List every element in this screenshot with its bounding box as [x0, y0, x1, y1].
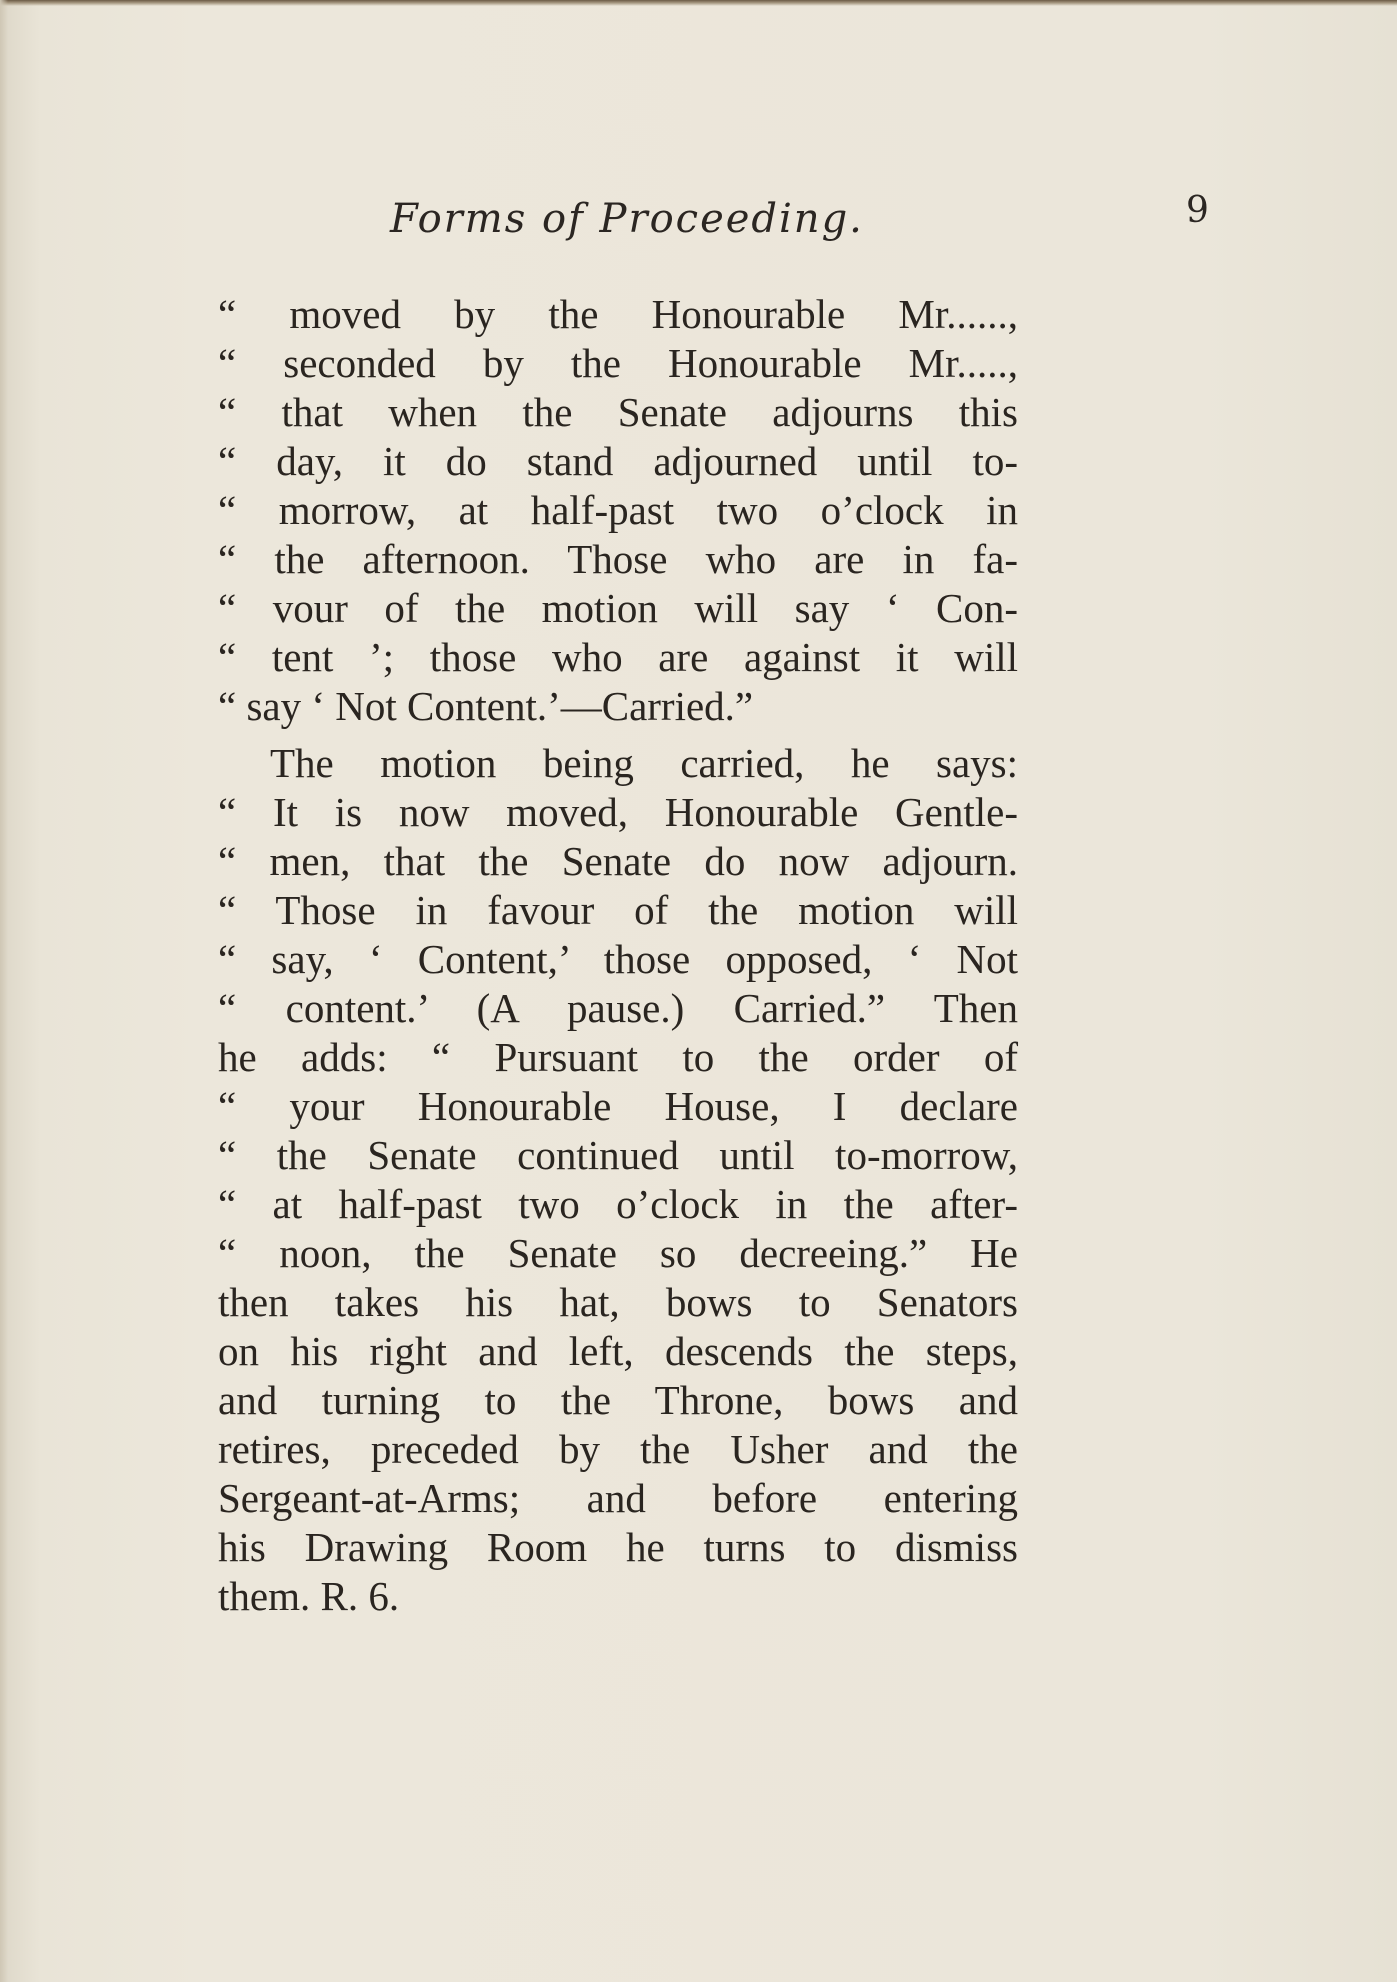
text-line: then takes his hat, bows to Senators — [218, 1279, 1018, 1325]
text-line: “ moved by the Honourable Mr......, — [218, 291, 1018, 337]
paragraph-1 — [218, 290, 1018, 731]
text-line: “ tent ’; those who are against it will — [218, 634, 1018, 680]
text-line: “ that when the Senate adjourns this — [218, 389, 1018, 435]
page-top-edge — [0, 0, 1397, 6]
page-number: 9 — [1186, 190, 1209, 231]
text-line: “ say, ‘ Content,’ those opposed, ‘ Not — [218, 936, 1018, 982]
text-line: “ the Senate continued until to-morrow, — [218, 1132, 1018, 1178]
text-line: “ noon, the Senate so decreeing.” He — [218, 1230, 1018, 1276]
running-head: Forms of Proceeding. — [390, 196, 864, 242]
text-line: “ It is now moved, Honourable Gentle- — [218, 789, 1018, 835]
page-gutter-shadow — [0, 0, 8, 1982]
text-line: his Drawing Room he turns to dismiss — [218, 1524, 1018, 1570]
paragraph-gap — [218, 731, 1018, 739]
text-line: The motion being carried, he says: — [270, 740, 1018, 786]
text-line: “ vour of the motion will say ‘ Con- — [218, 585, 1018, 631]
text-line: Sergeant-at-Arms; and before entering — [218, 1475, 1018, 1521]
text-line: “ Those in favour of the motion will — [218, 887, 1018, 933]
text-line: “ content.’ (A pause.) Carried.” Then — [218, 985, 1018, 1031]
text-line: them. R. 6. — [218, 1573, 400, 1619]
text-line: “ at half-past two o’clock in the after- — [218, 1181, 1018, 1227]
text-line: “ men, that the Senate do now adjourn. — [218, 838, 1018, 884]
text-line: “ day, it do stand adjourned until to- — [218, 438, 1018, 484]
text-line: “ seconded by the Honourable Mr....., — [218, 340, 1018, 386]
text-line: retires, preceded by the Usher and the — [218, 1426, 1018, 1472]
text-line: on his right and left, descends the steps, — [218, 1328, 1018, 1374]
text-line: “ the afternoon. Those who are in fa- — [218, 536, 1018, 582]
paragraph-2 — [218, 739, 1018, 1621]
text-line: and turning to the Throne, bows and — [218, 1377, 1018, 1423]
text-line: “ morrow, at half-past two o’clock in — [218, 487, 1018, 533]
text-line: he adds: “ Pursuant to the order of — [218, 1034, 1018, 1080]
body-text — [218, 290, 1018, 1621]
text-line: “ say ‘ Not Content.’—Carried.” — [218, 683, 754, 729]
text-line: “ your Honourable House, I declare — [218, 1083, 1018, 1129]
